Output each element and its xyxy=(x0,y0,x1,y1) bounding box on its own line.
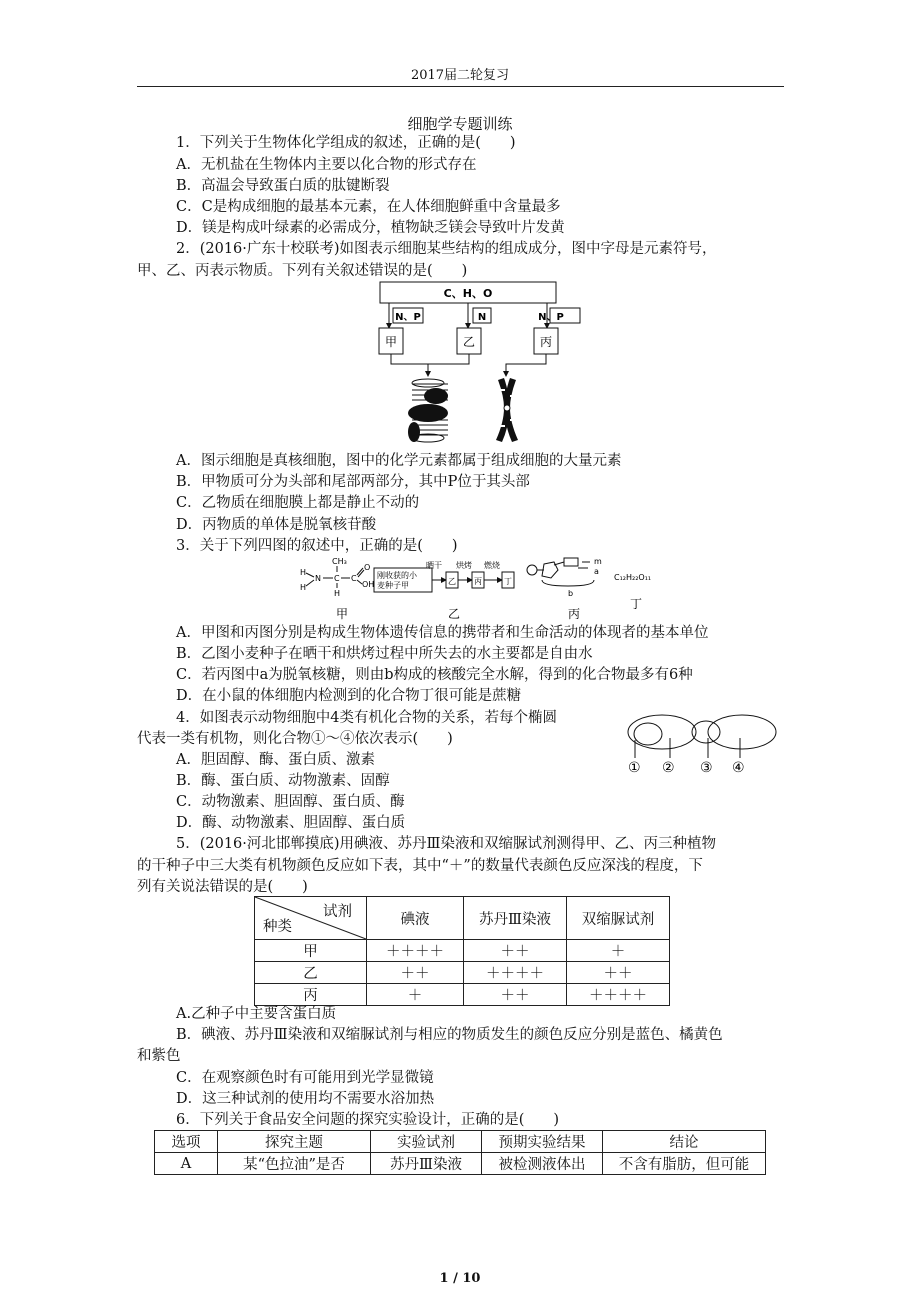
q6-header-cell: 探究主题 xyxy=(218,1131,371,1153)
q3-dry-label: 晒干 xyxy=(426,561,442,570)
q2-stem-line2: 甲、乙、丙表示物质。下列有关叙述错误的是( ) xyxy=(137,263,468,279)
q3-option-d: D．在小鼠的体细胞内检测到的化合物丁很可能是蔗糖 xyxy=(176,688,522,704)
q5-row-name: 甲 xyxy=(255,940,367,962)
q1-option-b: B．高温会导致蛋白质的肽键断裂 xyxy=(176,178,390,194)
q3-caption-bing: 丙 xyxy=(568,607,581,621)
header-rule xyxy=(137,86,784,87)
q4-option-b: B．酶、蛋白质、动物激素、固醇 xyxy=(176,773,390,789)
table-row xyxy=(255,984,670,1006)
q3-option-a: A．甲图和丙图分别是构成生物体遗传信息的携带者和生命活动的体现者的基本单位 xyxy=(176,625,709,641)
q2-figure xyxy=(376,280,564,448)
q3-h1-label: H xyxy=(300,568,307,577)
q5-option-c: C．在观察颜色时有可能用到光学显微镜 xyxy=(176,1070,434,1086)
q3-m-label: m xyxy=(594,557,602,566)
q3-caption-jia: 甲 xyxy=(336,607,349,621)
q6-header-cell: 选项 xyxy=(155,1131,218,1153)
q2-np-label-2: N、P xyxy=(538,312,564,323)
q2-bing-label: 丙 xyxy=(539,335,553,349)
q1-stem: 1．下列关于生物体化学组成的叙述，正确的是( ) xyxy=(176,135,516,151)
q5-row-name: 丙 xyxy=(255,984,367,1006)
q3-b-label: b xyxy=(568,589,574,598)
q4-ellipse-4 xyxy=(708,715,776,749)
q6-stem: 6．下列关于食品安全问题的探究实验设计，正确的是( ) xyxy=(176,1112,560,1128)
q5-cell: ＋＋ xyxy=(464,984,567,1006)
q5-corner-bottom: 种类 xyxy=(263,919,292,935)
q5-stem-line1: 5．(2016·河北邯郸摸底)用碘液、苏丹Ⅲ染液和双缩脲试剂测得甲、乙、丙三种植物 xyxy=(176,836,717,852)
q6-header-cell: 实验试剂 xyxy=(371,1131,482,1153)
q6-table xyxy=(154,1130,766,1175)
q5-option-b-line2: 和紫色 xyxy=(137,1048,181,1064)
q1-option-d: D．镁是构成叶绿素的必需成分，植物缺乏镁会导致叶片发黄 xyxy=(176,220,565,236)
q3-ding-label: 丁 xyxy=(504,577,512,586)
q3-figure xyxy=(296,556,666,626)
q3-h2-label: H xyxy=(300,583,307,592)
q6-header-cell: 预期实验结果 xyxy=(482,1131,603,1153)
q2-jia-label: 甲 xyxy=(384,335,398,349)
q5-cell: ＋＋＋＋ xyxy=(464,962,567,984)
page-header: 2017届二轮复习 xyxy=(410,68,510,83)
q3-ch3-label: CH₃ xyxy=(332,557,347,566)
q4-option-d: D．酶、动物激素、胆固醇、蛋白质 xyxy=(176,815,406,831)
q6-header-cell: 结论 xyxy=(603,1131,766,1153)
table-row xyxy=(255,940,670,962)
q4-option-a: A．胆固醇、酶、蛋白质、激素 xyxy=(176,752,375,768)
q5-cell: ＋＋＋＋ xyxy=(567,984,670,1006)
q3-c2-label: C xyxy=(351,574,357,583)
q3-caption-yi: 乙 xyxy=(448,607,461,621)
table-row xyxy=(255,962,670,984)
table-row xyxy=(155,1153,766,1175)
q5-cell: ＋＋ xyxy=(464,940,567,962)
q3-burn-label: 燃烧 xyxy=(484,561,500,570)
q5-cell: ＋＋＋＋ xyxy=(367,940,464,962)
q5-header-cell: 碘液 xyxy=(367,897,464,940)
q4-label-2: ② xyxy=(662,760,675,776)
q4-venn-figure xyxy=(622,708,782,776)
q3-bing-label: 丙 xyxy=(474,577,482,586)
q4-option-c: C．动物激素、胆固醇、蛋白质、酶 xyxy=(176,794,405,810)
q3-oh-label: OH xyxy=(362,580,375,589)
q6-cell: A xyxy=(155,1153,218,1175)
q5-row-name: 乙 xyxy=(255,962,367,984)
q6-cell: 某“色拉油”是否 xyxy=(218,1153,371,1175)
q3-o-label: O xyxy=(364,563,371,572)
q3-caption-ding: 丁 xyxy=(630,597,643,611)
q3-stem: 3．关于下列四图的叙述中，正确的是( ) xyxy=(176,538,458,554)
q5-option-b-line1: B．碘液、苏丹Ⅲ染液和双缩脲试剂与相应的物质发生的颜色反应分别是蓝色、橘黄色 xyxy=(176,1027,723,1043)
q5-cell: ＋ xyxy=(367,984,464,1006)
q5-option-d: D．这三种试剂的使用均不需要水浴加热 xyxy=(176,1091,435,1107)
q3-yi-label: 乙 xyxy=(448,577,456,586)
q3-seed-label-1: 刚收获的小 xyxy=(377,571,417,580)
q2-yi-label: 乙 xyxy=(462,335,476,349)
q3-option-b: B．乙图小麦种子在晒干和烘烤过程中所失去的水主要都是自由水 xyxy=(176,646,593,662)
amino-acid-structure xyxy=(300,557,374,598)
q3-a-label: a xyxy=(594,567,599,576)
q4-label-1: ① xyxy=(628,760,641,776)
q4-stem-line1: 4．如图表示动物细胞中4类有机化合物的关系，若每个椭圆 xyxy=(176,710,557,726)
q2-np-label-1: N、P xyxy=(395,312,421,323)
q1-option-c: C．C是构成细胞的最基本元素，在人体细胞鲜重中含量最多 xyxy=(176,199,561,215)
q2-stem-line1: 2．(2016·广东十校联考)如图表示细胞某些结构的组成成分，图中字母是元素符号， xyxy=(176,241,717,257)
q6-header-row xyxy=(155,1131,766,1153)
q6-cell: 不含有脂肪，但可能 xyxy=(603,1153,766,1175)
q4-label-3: ③ xyxy=(700,760,713,776)
q2-option-c: C．乙物质在细胞膜上都是静止不动的 xyxy=(176,495,420,511)
chromosome-illustration xyxy=(496,378,518,442)
seed-flow-diagram xyxy=(374,560,514,592)
q6-cell: 苏丹Ⅲ染液 xyxy=(371,1153,482,1175)
q3-bake-label: 烘烤 xyxy=(456,561,472,570)
q1-option-a: A．无机盐在生物体内主要以化合物的形式存在 xyxy=(176,157,477,173)
q4-label-4: ④ xyxy=(732,760,745,776)
q5-header-cell: 苏丹Ⅲ染液 xyxy=(464,897,567,940)
q5-stem-line3: 列有关说法错误的是( ) xyxy=(137,879,308,895)
q5-cell: ＋＋ xyxy=(367,962,464,984)
membrane-illustration xyxy=(408,379,448,442)
q5-header-cell: 双缩脲试剂 xyxy=(567,897,670,940)
q2-option-b: B．甲物质可分为头部和尾部两部分，其中P位于其头部 xyxy=(176,474,530,490)
q2-cho-label: C、H、O xyxy=(443,287,493,300)
nucleotide-structure xyxy=(527,557,651,598)
q5-table xyxy=(254,896,670,1006)
page-title: 细胞学专题训练 xyxy=(407,115,513,133)
q3-n-label: N xyxy=(315,574,321,583)
q5-stem-line2: 的干种子中三大类有机物颜色反应如下表，其中“＋”的数量代表颜色反应深浅的程度，下 xyxy=(137,858,703,874)
q5-corner-cell xyxy=(255,897,367,940)
q5-corner-top: 试剂 xyxy=(323,904,352,920)
q4-stem-line2: 代表一类有机物，则化合物①～④依次表示( ) xyxy=(137,731,453,747)
q5-cell: ＋＋ xyxy=(567,962,670,984)
q5-header-row xyxy=(255,897,670,940)
q3-h3-label: H xyxy=(334,589,341,598)
q5-cell: ＋ xyxy=(567,940,670,962)
q3-c1-label: C xyxy=(334,574,340,583)
q3-option-c: C．若丙图中a为脱氧核糖，则由b构成的核酸完全水解，得到的化合物最多有6种 xyxy=(176,667,693,683)
q2-option-a: A．图示细胞是真核细胞，图中的化学元素都属于组成细胞的大量元素 xyxy=(176,453,622,469)
q2-n-label: N xyxy=(477,312,487,323)
q2-option-d: D．丙物质的单体是脱氧核苷酸 xyxy=(176,517,377,533)
q3-seed-label-2: 麦种子甲 xyxy=(377,581,409,590)
q5-option-a: A.乙种子中主要含蛋白质 xyxy=(176,1006,337,1022)
q6-cell: 被检测液体出 xyxy=(482,1153,603,1175)
q4-ellipse-2 xyxy=(634,723,662,745)
page-number: 1 / 10 xyxy=(439,1271,481,1286)
q3-formula-label: C₁₂H₂₂O₁₁ xyxy=(614,573,652,582)
